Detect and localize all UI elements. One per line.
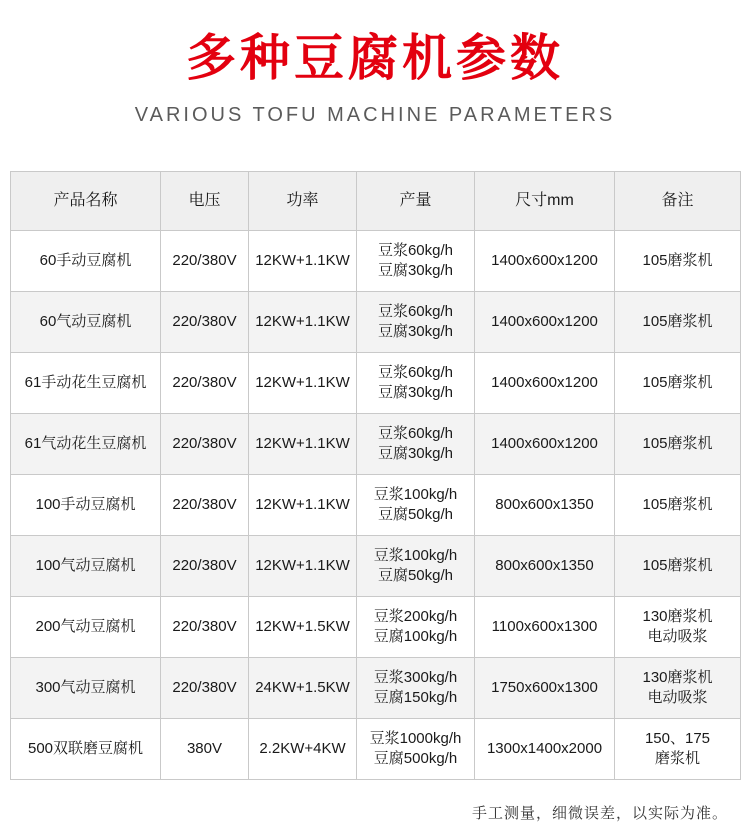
column-header-power: 功率: [249, 172, 357, 231]
cell-output-line2: 豆腐30kg/h: [377, 384, 454, 401]
column-header-size: 尺寸mm: [475, 172, 615, 231]
table-row: [11, 292, 741, 353]
cell-product-name: 60手动豆腐机: [11, 231, 161, 292]
column-header-remark: 备注: [615, 172, 741, 231]
cell-remark-line2: 磨浆机: [654, 750, 700, 767]
cell-product-name: 500双联磨豆腐机: [11, 719, 161, 780]
cell-size: 1300x1400x2000: [475, 719, 615, 780]
cell-output-line1: 豆浆60kg/h: [377, 302, 454, 320]
cell-size: 1100x600x1300: [475, 597, 615, 658]
cell-voltage: 220/380V: [161, 292, 249, 353]
cell-size: 1400x600x1200: [475, 414, 615, 475]
table-row: [11, 536, 741, 597]
table-row: [11, 719, 741, 780]
cell-output: [357, 719, 475, 780]
cell-voltage: 380V: [161, 719, 249, 780]
column-header-product-name: 产品名称: [11, 172, 161, 231]
cell-output-line2: 豆腐50kg/h: [377, 506, 454, 523]
table-header-row: [11, 172, 741, 231]
table-row: [11, 231, 741, 292]
cell-remark-line1: 105磨浆机: [642, 556, 713, 574]
cell-power: 12KW+1.1KW: [249, 353, 357, 414]
cell-remark-line1: 105磨浆机: [642, 495, 713, 513]
cell-remark: [615, 536, 741, 597]
table-row: [11, 475, 741, 536]
cell-remark-line2: 电动吸浆: [647, 628, 708, 645]
page-title: 多种豆腐机参数: [186, 29, 564, 87]
cell-power: 12KW+1.1KW: [249, 536, 357, 597]
cell-voltage: 220/380V: [161, 536, 249, 597]
title-block: [0, 0, 750, 127]
cell-voltage: 220/380V: [161, 597, 249, 658]
cell-power: 12KW+1.1KW: [249, 292, 357, 353]
table-body: [11, 231, 741, 780]
table-row: [11, 414, 741, 475]
cell-output: [357, 597, 475, 658]
cell-remark-line2: 电动吸浆: [647, 689, 708, 706]
cell-output-line2: 豆腐30kg/h: [377, 323, 454, 340]
table-row: [11, 658, 741, 719]
table-row: [11, 597, 741, 658]
cell-output: [357, 292, 475, 353]
cell-remark-line1: 105磨浆机: [642, 434, 713, 452]
cell-product-name: 61手动花生豆腐机: [11, 353, 161, 414]
cell-size: 1400x600x1200: [475, 292, 615, 353]
cell-output: [357, 231, 475, 292]
column-header-output: 产量: [357, 172, 475, 231]
cell-output-line2: 豆腐30kg/h: [377, 262, 454, 279]
cell-power: 2.2KW+4KW: [249, 719, 357, 780]
cell-product-name: 61气动花生豆腐机: [11, 414, 161, 475]
cell-remark: [615, 414, 741, 475]
cell-remark-line1: 105磨浆机: [642, 373, 713, 391]
cell-remark-line1: 130磨浆机: [642, 607, 713, 625]
cell-output-line1: 豆浆300kg/h: [373, 668, 458, 686]
cell-output-line1: 豆浆200kg/h: [373, 607, 458, 625]
cell-size: 800x600x1350: [475, 475, 615, 536]
cell-output-line1: 豆浆60kg/h: [377, 241, 454, 259]
cell-output: [357, 475, 475, 536]
cell-product-name: 200气动豆腐机: [11, 597, 161, 658]
cell-voltage: 220/380V: [161, 353, 249, 414]
cell-output-line1: 豆浆60kg/h: [377, 424, 454, 442]
cell-voltage: 220/380V: [161, 475, 249, 536]
cell-power: 12KW+1.1KW: [249, 475, 357, 536]
cell-remark-line1: 105磨浆机: [642, 251, 713, 269]
table-row: [11, 353, 741, 414]
cell-remark: [615, 292, 741, 353]
cell-output-line2: 豆腐100kg/h: [373, 628, 458, 645]
cell-output: [357, 658, 475, 719]
cell-remark: [615, 353, 741, 414]
cell-power: 12KW+1.5KW: [249, 597, 357, 658]
page-subtitle: VARIOUS TOFU MACHINE PARAMETERS: [134, 104, 616, 126]
cell-output-line2: 豆腐50kg/h: [377, 567, 454, 584]
spec-table-container: [10, 171, 740, 780]
cell-remark-line1: 150、175: [644, 729, 711, 747]
cell-output-line2: 豆腐30kg/h: [377, 445, 454, 462]
cell-output-line1: 豆浆100kg/h: [373, 485, 458, 503]
cell-remark-line1: 130磨浆机: [642, 668, 713, 686]
cell-output-line1: 豆浆1000kg/h: [369, 729, 462, 747]
cell-size: 1400x600x1200: [475, 231, 615, 292]
cell-remark-line1: 105磨浆机: [642, 312, 713, 330]
cell-remark: [615, 231, 741, 292]
cell-output-line2: 豆腐150kg/h: [373, 689, 458, 706]
cell-voltage: 220/380V: [161, 414, 249, 475]
cell-remark: [615, 719, 741, 780]
cell-voltage: 220/380V: [161, 231, 249, 292]
cell-output-line1: 豆浆100kg/h: [373, 546, 458, 564]
cell-remark: [615, 597, 741, 658]
cell-power: 24KW+1.5KW: [249, 658, 357, 719]
cell-output: [357, 414, 475, 475]
cell-size: 1400x600x1200: [475, 353, 615, 414]
cell-output: [357, 353, 475, 414]
cell-product-name: 60气动豆腐机: [11, 292, 161, 353]
cell-output: [357, 536, 475, 597]
column-header-voltage: 电压: [161, 172, 249, 231]
cell-remark: [615, 658, 741, 719]
spec-table: [10, 171, 741, 780]
cell-size: 800x600x1350: [475, 536, 615, 597]
footnote: 手工测量，细微误差，以实际为准。: [471, 805, 728, 822]
cell-product-name: 100气动豆腐机: [11, 536, 161, 597]
cell-size: 1750x600x1300: [475, 658, 615, 719]
cell-power: 12KW+1.1KW: [249, 414, 357, 475]
cell-output-line1: 豆浆60kg/h: [377, 363, 454, 381]
cell-remark: [615, 475, 741, 536]
cell-output-line2: 豆腐500kg/h: [373, 750, 458, 767]
cell-product-name: 100手动豆腐机: [11, 475, 161, 536]
cell-power: 12KW+1.1KW: [249, 231, 357, 292]
cell-voltage: 220/380V: [161, 658, 249, 719]
cell-product-name: 300气动豆腐机: [11, 658, 161, 719]
table-header: [11, 172, 741, 231]
